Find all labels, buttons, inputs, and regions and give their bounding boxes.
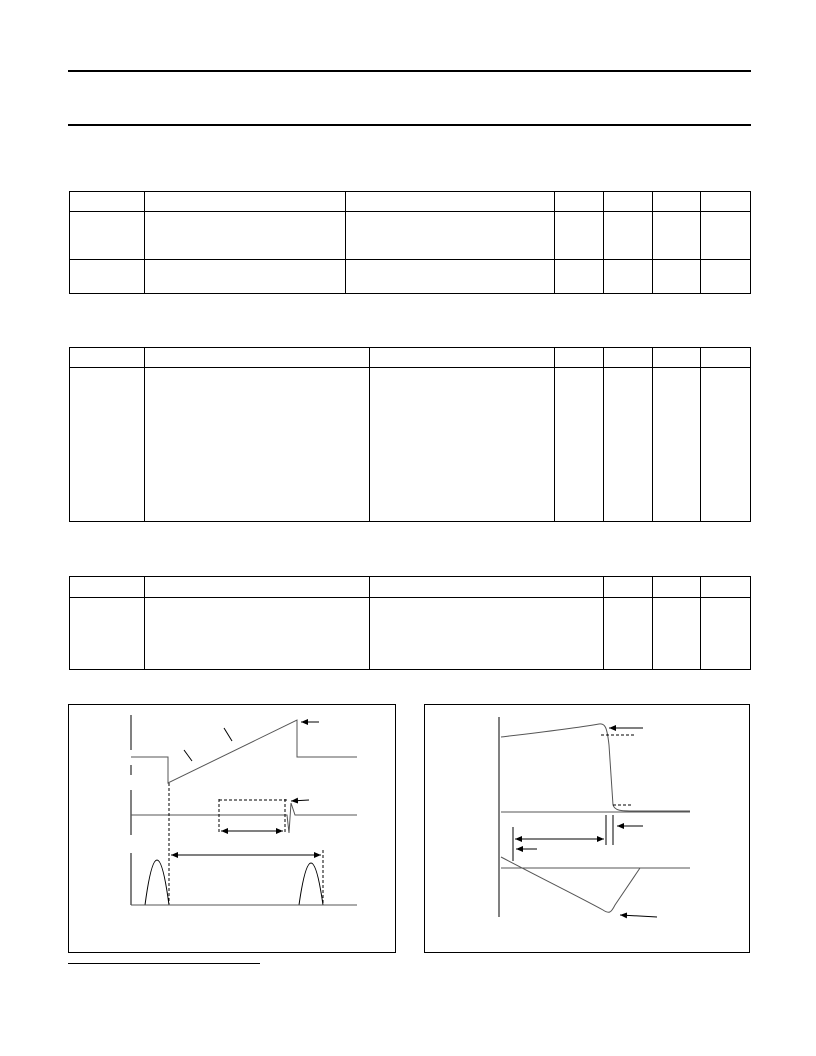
table-cell	[346, 260, 555, 294]
table-cell	[70, 192, 145, 212]
table-1	[69, 191, 751, 294]
footnote-rule	[68, 963, 260, 964]
pulse-waveform	[131, 803, 357, 833]
table-cell	[701, 348, 751, 368]
table-cell	[701, 192, 751, 212]
table-cell	[70, 368, 145, 522]
ramp-waveform	[131, 720, 357, 783]
pointer-arrow	[291, 800, 309, 801]
pointer-arrow	[620, 915, 657, 917]
leader-line	[184, 750, 192, 761]
table-cell	[653, 260, 701, 294]
table-cell	[370, 348, 555, 368]
table-cell	[555, 212, 604, 260]
table-header-row	[70, 192, 751, 212]
table-cell	[70, 577, 145, 598]
table-cell	[604, 192, 653, 212]
table-cell	[653, 598, 701, 670]
table-cell	[653, 368, 701, 522]
table-row	[70, 598, 751, 670]
table-header-row	[70, 348, 751, 368]
table-cell	[701, 212, 751, 260]
table-cell	[604, 260, 653, 294]
table-cell	[346, 212, 555, 260]
current-waveform	[501, 857, 640, 912]
figure-left	[68, 704, 396, 953]
table-cell	[70, 598, 145, 670]
table-cell	[701, 577, 751, 598]
table-cell	[653, 348, 701, 368]
header-rule-top	[68, 70, 751, 72]
table-row	[70, 212, 751, 260]
table-cell	[145, 192, 346, 212]
table-cell	[370, 598, 604, 670]
table-cell	[701, 260, 751, 294]
table-cell	[145, 577, 370, 598]
waveform-diagram-left	[69, 705, 395, 952]
figure-right	[424, 704, 750, 953]
table-cell	[555, 192, 604, 212]
header-rule-bottom	[68, 124, 751, 126]
table-cell	[653, 577, 701, 598]
table-cell	[70, 212, 145, 260]
table-2	[69, 347, 751, 522]
table-row	[70, 260, 751, 294]
sine-pulse	[145, 860, 169, 905]
table-cell	[145, 212, 346, 260]
table-header-row	[70, 577, 751, 598]
sine-pulse	[299, 863, 323, 905]
table-cell	[370, 368, 555, 522]
table-cell	[145, 348, 370, 368]
table-cell	[604, 212, 653, 260]
table-cell	[70, 260, 145, 294]
table-cell	[145, 598, 370, 670]
table-cell	[604, 368, 653, 522]
table-cell	[70, 348, 145, 368]
waveform-diagram-right	[425, 705, 749, 952]
table-cell	[701, 598, 751, 670]
leader-line	[224, 728, 232, 741]
table-cell	[604, 598, 653, 670]
table-cell	[370, 577, 604, 598]
table-cell	[555, 368, 604, 522]
table-cell	[653, 212, 701, 260]
table-cell	[701, 368, 751, 522]
table-row	[70, 368, 751, 522]
table-cell	[346, 192, 555, 212]
table-cell	[653, 192, 701, 212]
table-cell	[145, 368, 370, 522]
table-cell	[555, 260, 604, 294]
table-cell	[555, 348, 604, 368]
voltage-waveform	[501, 724, 690, 811]
table-cell	[604, 577, 653, 598]
table-3	[69, 576, 751, 670]
table-cell	[604, 348, 653, 368]
table-cell	[145, 260, 346, 294]
